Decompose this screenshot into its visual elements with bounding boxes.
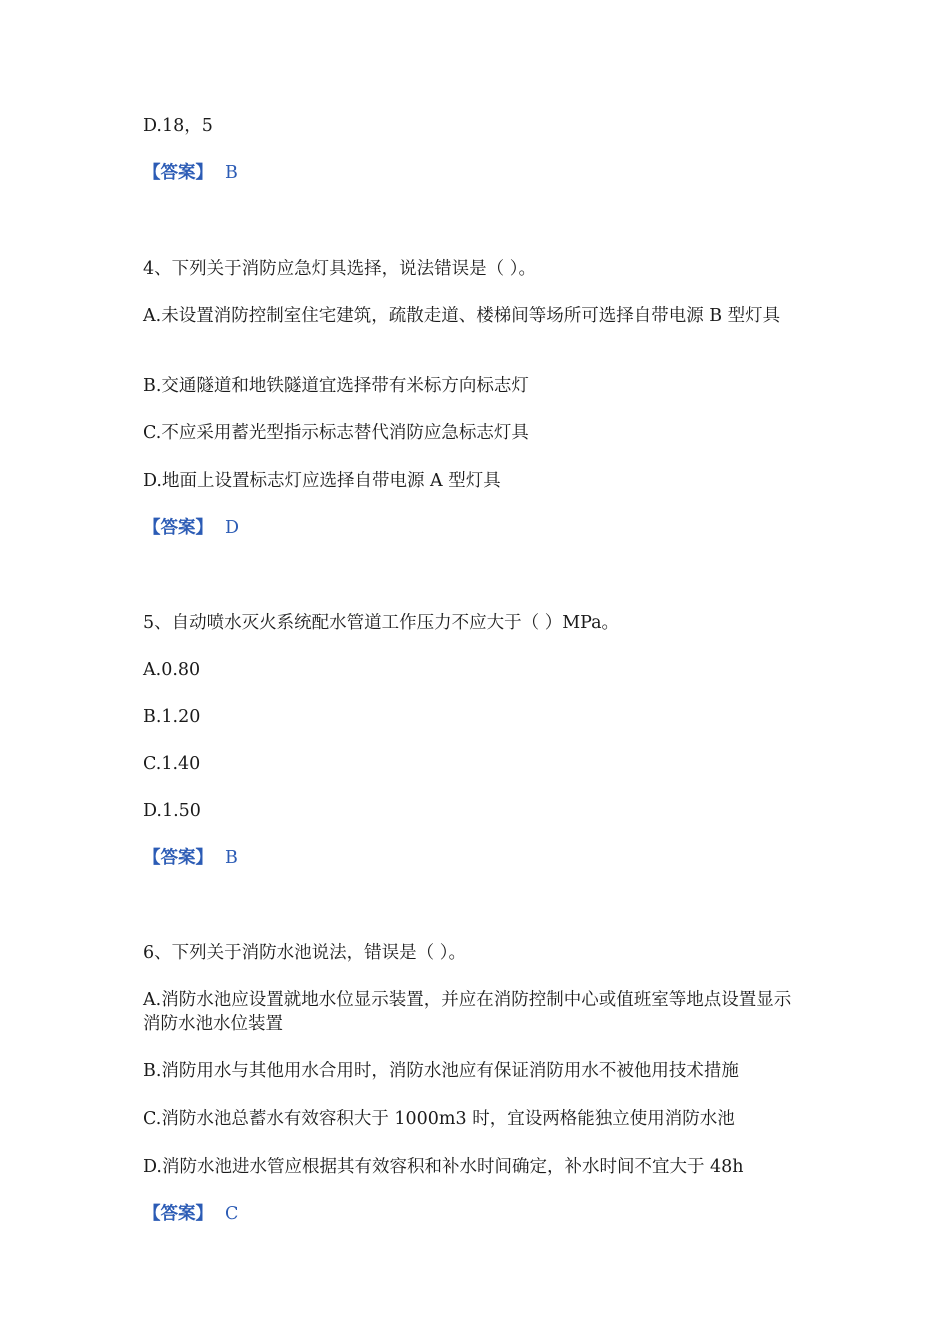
q5-stem: 5、自动喷水灭火系统配水管道工作压力不应大于（ ）MPa。 xyxy=(143,613,620,633)
q6-stem: 6、下列关于消防水池说法，错误是（ ）。 xyxy=(143,943,466,963)
q4-option-d: D.地面上设置标志灯应选择自带电源 A 型灯具 xyxy=(143,471,501,491)
answer-tag: 【答案】 xyxy=(143,518,213,538)
q6-answer xyxy=(143,1202,238,1226)
q6-option-c: C.消防水池总蓄水有效容积大于 1000m3 时，宜设两格能独立使用消防水池 xyxy=(143,1109,735,1129)
q5-option-b: B.1.20 xyxy=(143,707,201,727)
answer-value: B xyxy=(225,848,238,868)
q6-option-b: B.消防用水与其他用水合用时，消防水池应有保证消防用水不被他用技术措施 xyxy=(143,1061,739,1081)
answer-value: C xyxy=(225,1204,239,1224)
answer-tag: 【答案】 xyxy=(143,848,213,868)
answer-value: D xyxy=(225,518,240,538)
q5-answer xyxy=(143,846,238,870)
answer-value: B xyxy=(225,163,238,183)
q4-stem: 4、下列关于消防应急灯具选择，说法错误是（ ）。 xyxy=(143,259,536,279)
q4-answer xyxy=(143,516,239,540)
q4-option-b: B.交通隧道和地铁隧道宜选择带有米标方向标志灯 xyxy=(143,376,529,396)
q5-option-c: C.1.40 xyxy=(143,754,201,774)
q5-option-a: A.0.80 xyxy=(143,660,201,680)
q3-option-d: D.18，5 xyxy=(143,116,213,136)
answer-tag: 【答案】 xyxy=(143,1204,213,1224)
q6-option-a: A.消防水池应设置就地水位显示装置，并应在消防控制中心或值班室等地点设置显示消防水池水位装置 xyxy=(143,990,792,1034)
q6-option-d: D.消防水池进水管应根据其有效容积和补水时间确定，补水时间不宜大于 48h xyxy=(143,1157,744,1177)
q4-option-c: C.不应采用蓄光型指示标志替代消防应急标志灯具 xyxy=(143,423,529,443)
q3-answer xyxy=(143,161,238,185)
q5-option-d: D.1.50 xyxy=(143,801,201,821)
q4-option-a: A.未设置消防控制室住宅建筑，疏散走道、楼梯间等场所可选择自带电源 B 型灯具 xyxy=(143,306,781,326)
answer-tag: 【答案】 xyxy=(143,163,213,183)
